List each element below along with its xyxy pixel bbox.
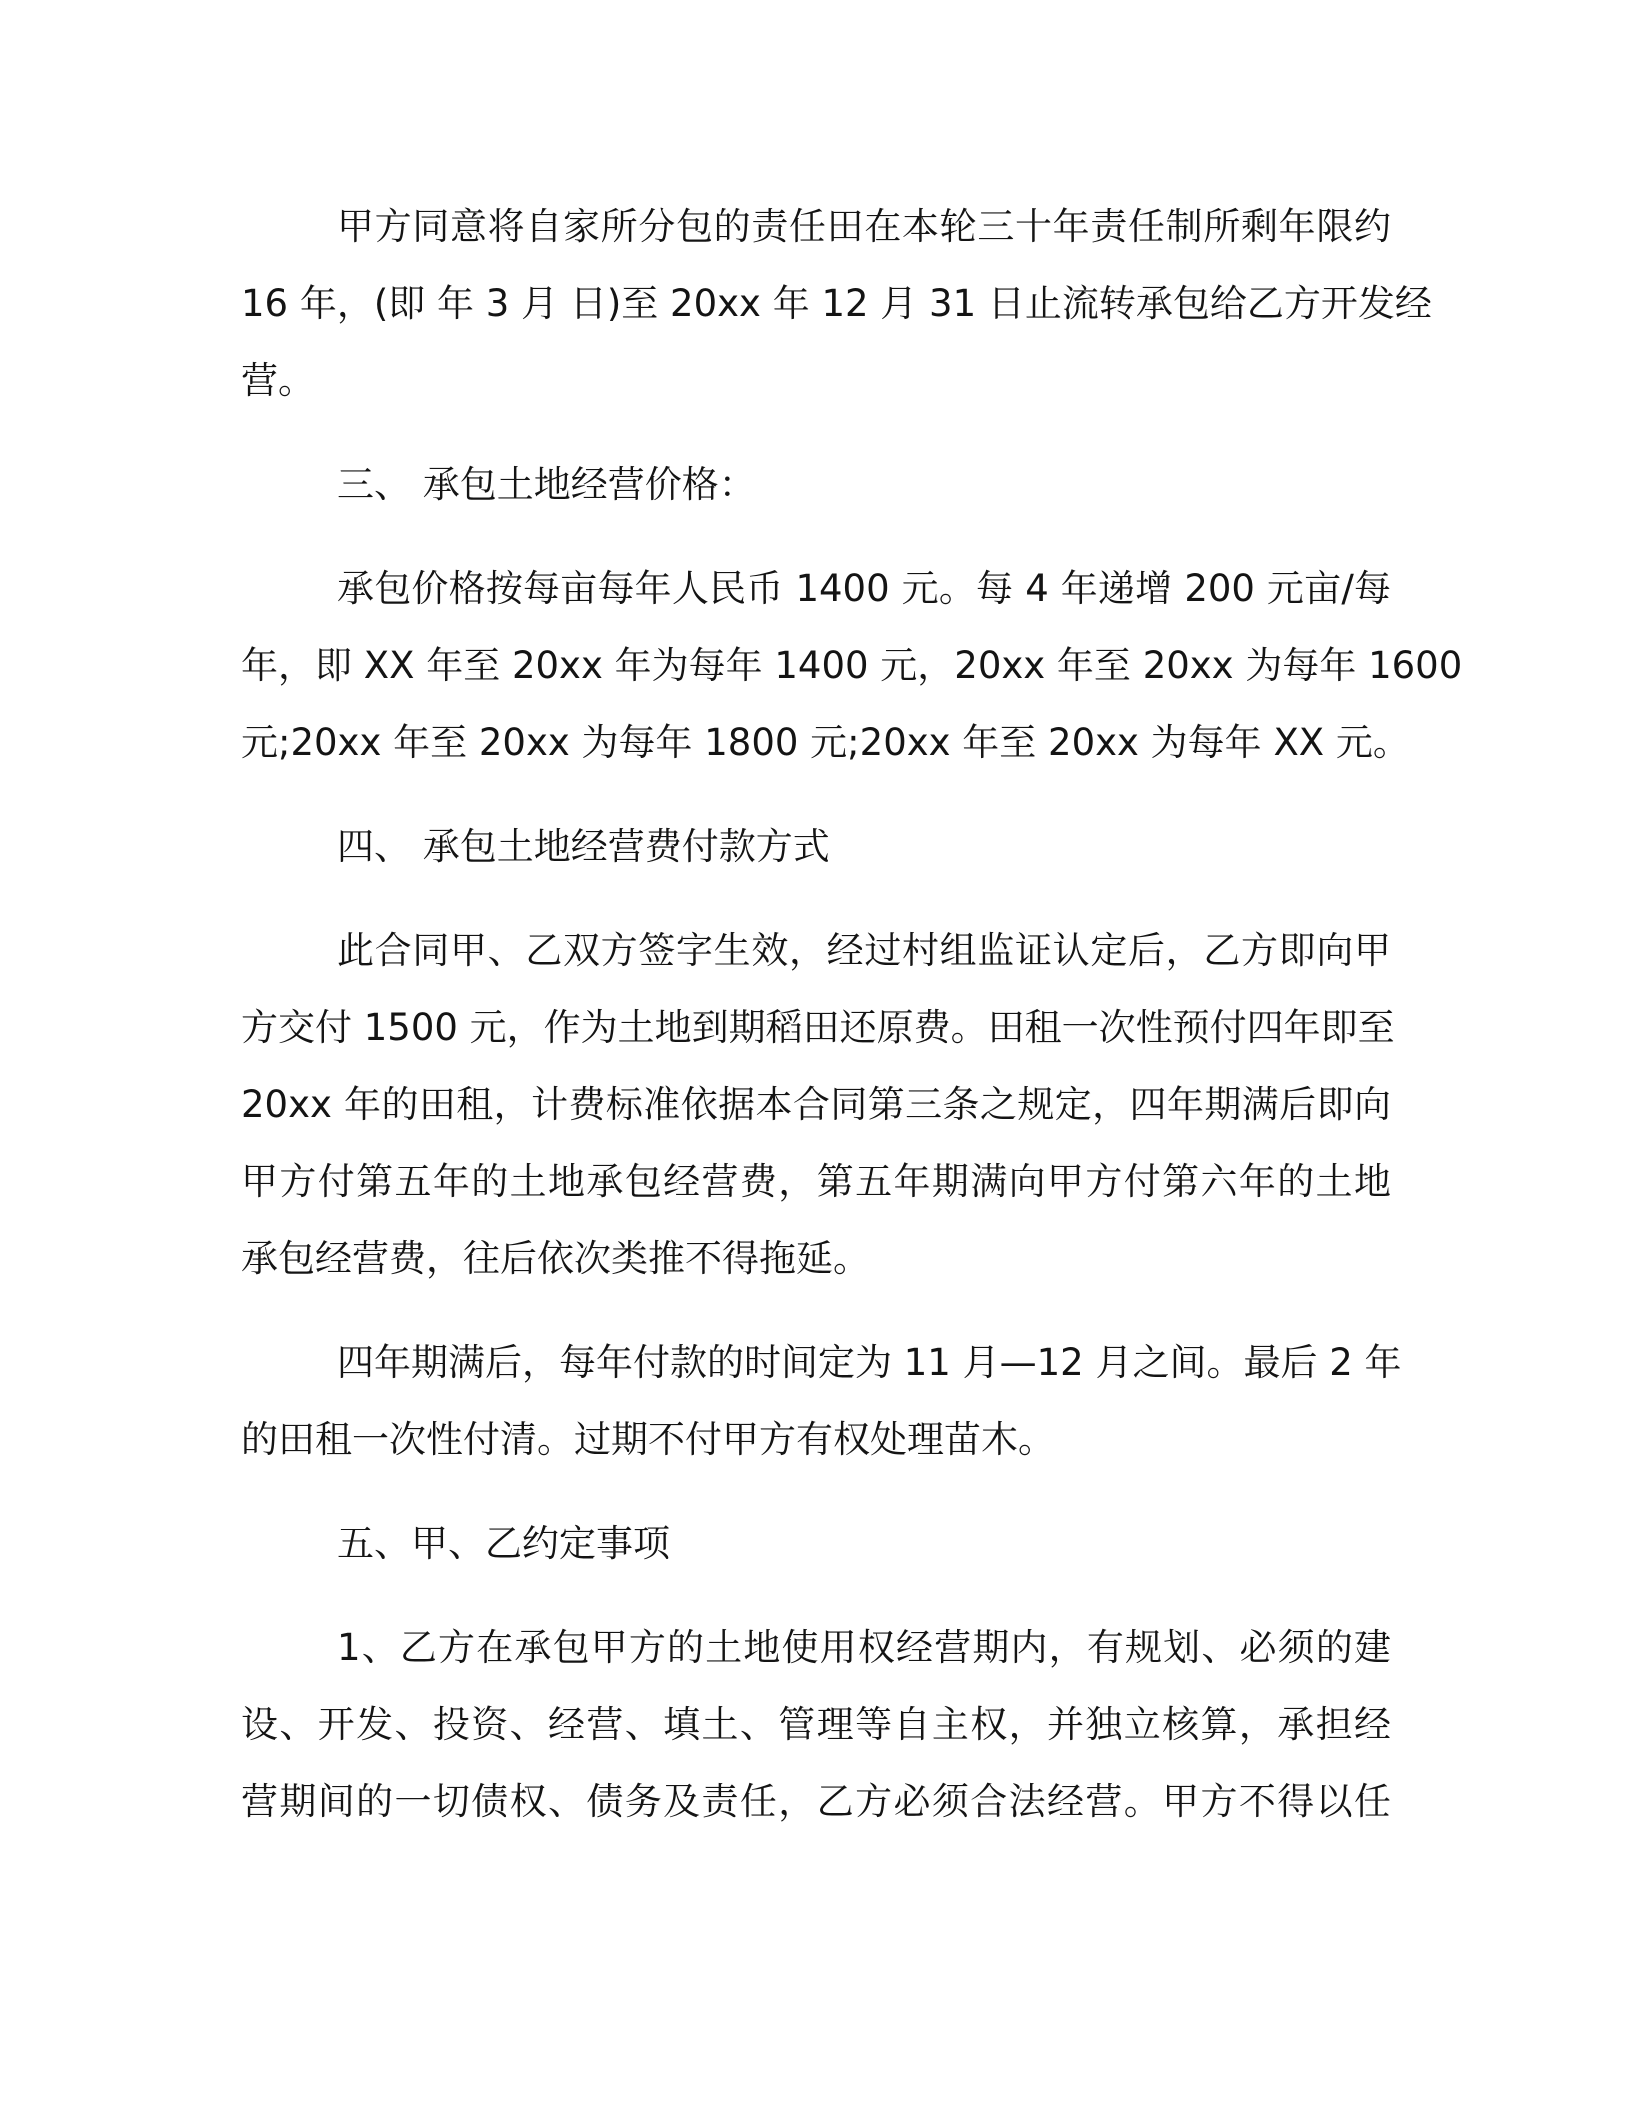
text-line: 承包经营费，往后依次类推不得拖延。 <box>241 1237 870 1280</box>
text-line: 年，即 XX 年至 20xx 年为每年 1400 元，20xx 年至 20xx 为每年 1600 <box>241 644 1463 687</box>
paragraph-term-clause <box>241 188 1432 419</box>
text-line: 营。 <box>241 359 315 402</box>
paragraph-price-clause <box>241 550 1463 781</box>
text-line: 方交付 1500 元，作为土地到期稻田还原费。田租一次性预付四年即至 <box>241 1006 1395 1049</box>
section-heading: 五、甲、乙约定事项 <box>337 1522 670 1565</box>
paragraph-item-1 <box>241 1609 1391 1840</box>
section-heading-price <box>241 446 1391 523</box>
paragraph-payment-clause <box>241 912 1395 1297</box>
text-line: 甲方付第五年的土地承包经营费，第五年期满向甲方付第六年的土地 <box>241 1160 1391 1203</box>
text-line: 四年期满后，每年付款的时间定为 11 月—12 月之间。最后 2 年 <box>337 1341 1402 1384</box>
text-line: 设、开发、投资、经营、填土、管理等自主权，并独立核算，承担经 <box>241 1703 1391 1746</box>
text-line: 承包价格按每亩每年人民币 1400 元。每 4 年递增 200 元亩/每 <box>337 567 1391 610</box>
section-heading-payment <box>241 808 1391 885</box>
text-line: 营期间的一切债权、债务及责任，乙方必须合法经营。甲方不得以任 <box>241 1780 1391 1823</box>
document-body <box>241 188 1463 1840</box>
text-line: 元;20xx 年至 20xx 为每年 1800 元;20xx 年至 20xx 为每年 XX 元。 <box>241 721 1410 764</box>
text-line: 1、乙方在承包甲方的土地使用权经营期内，有规划、必须的建 <box>337 1626 1391 1669</box>
text-line: 20xx 年的田租，计费标准依据本合同第三条之规定，四年期满后即向 <box>241 1083 1391 1126</box>
paragraph-payment-timing <box>241 1324 1402 1478</box>
text-line: 的田租一次性付清。过期不付甲方有权处理苗木。 <box>241 1418 1055 1461</box>
text-line: 此合同甲、乙双方签字生效，经过村组监证认定后，乙方即向甲 <box>337 929 1391 972</box>
section-heading-agreements <box>241 1505 1391 1582</box>
text-line: 16 年，(即 年 3 月 日)至 20xx 年 12 月 31 日止流转承包给乙方开发经 <box>241 282 1432 325</box>
text-line: 甲方同意将自家所分包的责任田在本轮三十年责任制所剩年限约 <box>337 205 1391 248</box>
section-heading: 三、 承包土地经营价格： <box>337 463 756 506</box>
section-heading: 四、 承包土地经营费付款方式 <box>337 825 830 868</box>
